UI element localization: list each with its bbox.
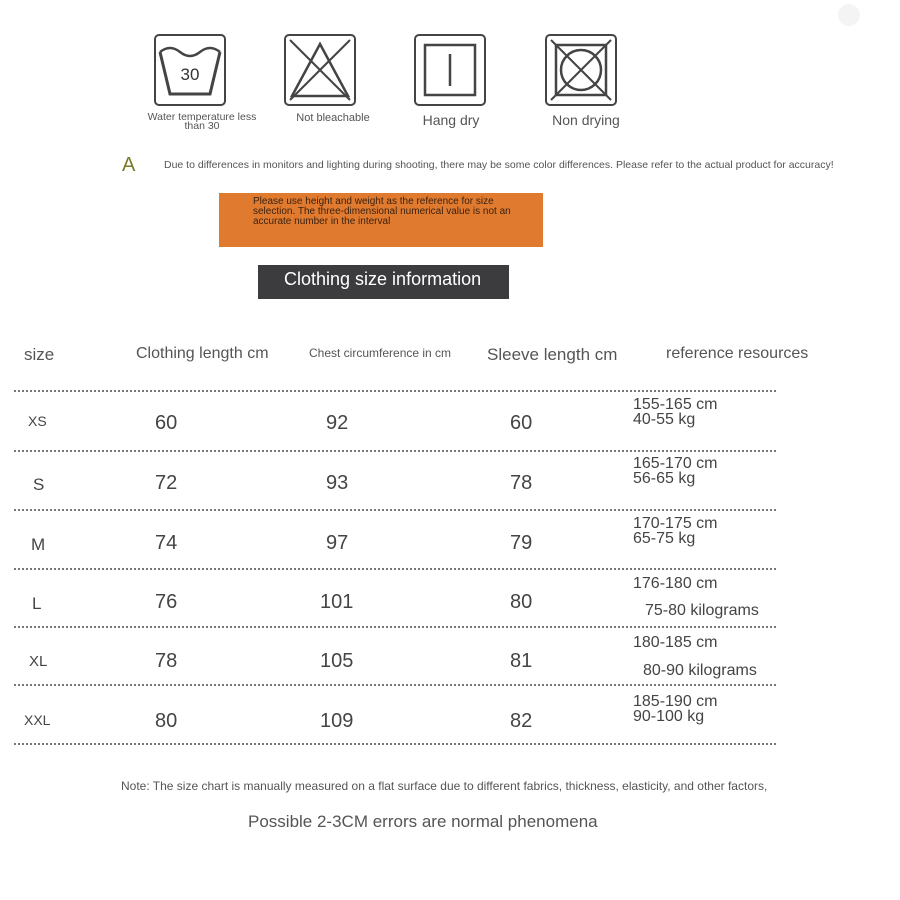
table-divider <box>14 450 776 452</box>
row-sleeve: 82 <box>510 710 533 732</box>
header-sleeve-length: Sleeve length cm <box>487 345 618 364</box>
row-length: 76 <box>155 591 178 613</box>
row-reference-weight: 75-80 kilograms <box>645 602 759 619</box>
table-divider <box>14 626 776 628</box>
table-divider <box>14 684 776 686</box>
hang-dry-icon <box>414 34 486 106</box>
row-length: 74 <box>155 532 178 554</box>
table-divider <box>14 509 776 511</box>
row-reference: 170-175 cm 65-75 kg <box>633 515 718 547</box>
row-length: 78 <box>155 650 178 672</box>
row-chest: 105 <box>320 650 354 672</box>
washing-30-icon <box>154 34 226 106</box>
row-sleeve: 79 <box>510 532 533 554</box>
row-sleeve: 80 <box>510 591 533 613</box>
header-clothing-length: Clothing length cm <box>136 345 269 362</box>
row-chest: 93 <box>326 472 349 494</box>
row-length: 72 <box>155 472 178 494</box>
size-advice-text: Please use height and weight as the reference for size selection. The three-dimensional numerical value is not an accurate number in the interval <box>253 196 511 227</box>
row-reference-weight: 80-90 kilograms <box>643 662 757 679</box>
water-temperature-label: Water temperature less than 30 <box>147 111 257 132</box>
size-advice-box <box>219 193 543 247</box>
header-reference: reference resources <box>666 345 809 362</box>
row-reference: 155-165 cm 40-55 kg <box>633 396 718 428</box>
row-size: XXL <box>24 712 51 728</box>
row-sleeve: 81 <box>510 650 533 672</box>
row-size: XL <box>29 653 48 670</box>
row-sleeve: 78 <box>510 472 533 494</box>
row-sleeve: 60 <box>510 412 533 434</box>
table-divider <box>14 390 776 392</box>
row-chest: 92 <box>326 412 349 434</box>
notice-letter: A <box>122 154 136 176</box>
row-length: 60 <box>155 412 178 434</box>
not-bleachable-icon <box>284 34 356 106</box>
row-reference-height: 176-180 cm <box>633 575 718 592</box>
svg-text:30: 30 <box>180 65 200 84</box>
row-size: XS <box>28 413 47 429</box>
hang-dry-label: Hang dry <box>422 112 480 128</box>
header-size: size <box>24 345 55 364</box>
row-reference-height: 180-185 cm <box>633 634 718 651</box>
row-size: M <box>31 535 46 554</box>
row-size: L <box>32 594 42 613</box>
row-size: S <box>33 475 45 494</box>
header-chest: Chest circumference in cm <box>309 346 452 360</box>
non-drying-label: Non drying <box>552 112 620 128</box>
measurement-note: Note: The size chart is manually measured on a flat surface due to different fabrics, thickness, elasticity, and other factors, <box>121 779 768 793</box>
row-reference: 165-170 cm 56-65 kg <box>633 455 718 487</box>
not-bleachable-label: Not bleachable <box>296 112 370 124</box>
size-info-banner: Clothing size information <box>258 265 509 299</box>
row-chest: 97 <box>326 532 349 554</box>
error-tolerance-note: Possible 2-3CM errors are normal phenomena <box>248 812 598 831</box>
color-difference-notice: Due to differences in monitors and lighting during shooting, there may be some color differences. Please refer to the actual product for accuracy! <box>164 159 834 171</box>
row-length: 80 <box>155 710 178 732</box>
row-reference: 185-190 cm 90-100 kg <box>633 693 718 725</box>
row-chest: 101 <box>320 591 354 613</box>
table-divider <box>14 568 776 570</box>
row-chest: 109 <box>320 710 354 732</box>
corner-decoration <box>838 4 860 26</box>
table-divider <box>14 743 776 745</box>
non-drying-icon <box>545 34 617 106</box>
